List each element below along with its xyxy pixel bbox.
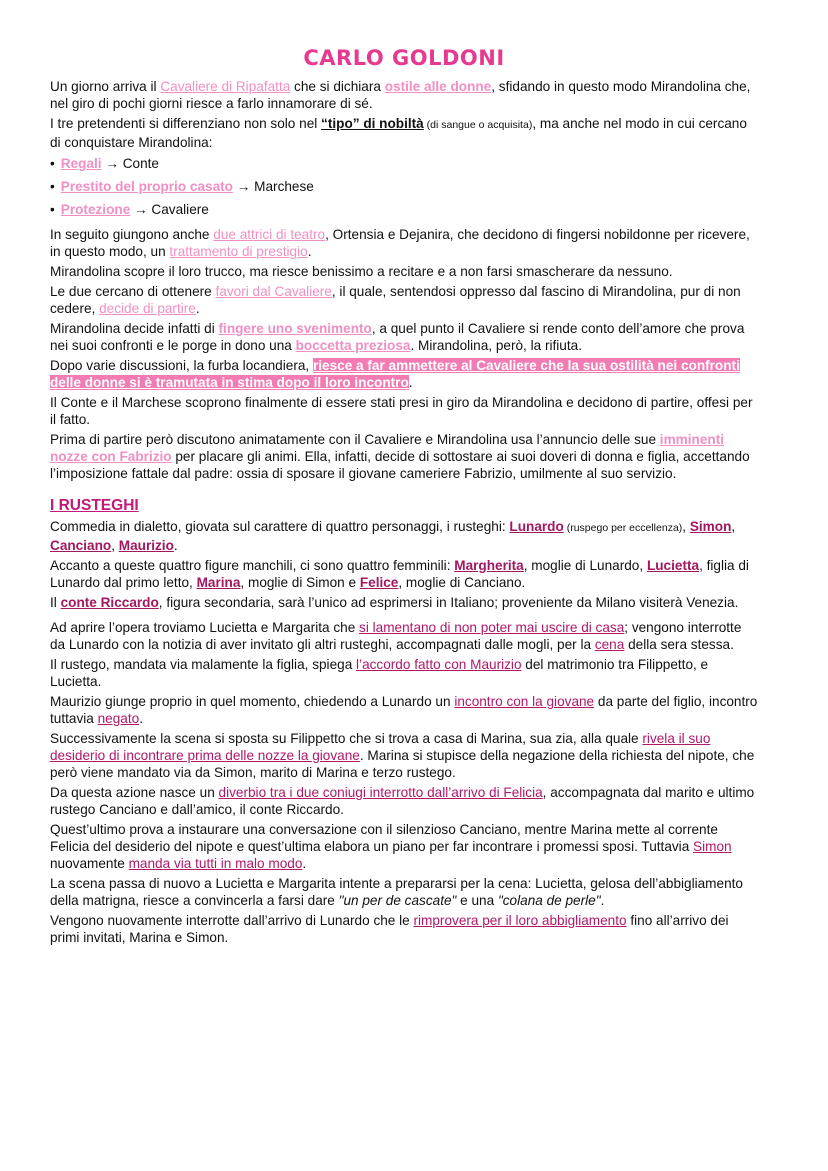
highlighted-passage: riesce a far ammettere al Cavaliere che la sua ostilità nei confronti delle donne si è tramutata in stima dopo il loro incontro: [50, 358, 740, 390]
paragraph-femminili: Accanto a queste quattro figure manchili, ci sono quattro femminili: Margherita, moglie di Lunardo, Lucietta, figlia di Lunardo dal primo letto, Marina, moglie di Simon e Felice, moglie di Canciano.: [50, 558, 749, 590]
paragraph-conte-marchese: Il Conte e il Marchese scoprono finalmente di essere stati presi in giro da Mirandolina e decidono di partire, offesi per il fatto.: [50, 395, 753, 427]
paragraph-accordo: Il rustego, mandata via malamente la figlia, spiega l’accordo fatto con Maurizio del matrimonio tra Filippetto, e Lucietta.: [50, 657, 709, 689]
page-title: CARLO GOLDONI: [303, 46, 505, 70]
paragraph-conversazione: Quest’ultimo prova a instaurare una conversazione con il silenzioso Canciano, mentre Marina mette al corrente Felicia del desiderio del nipote e quest’ultima elabora un piano per far incontrare i promessi sposi. Tuttavia Simon nuovamente manda via tutti in malo modo.: [50, 822, 732, 871]
list-item: • Regali → Conte: [50, 155, 758, 172]
pretendenti-list: [50, 155, 758, 218]
paragraph-maurizio: Maurizio giunge proprio in quel momento, chiedendo a Lunardo un incontro con la giovane da parte del figlio, incontro tuttavia negato.: [50, 694, 758, 726]
paragraph-trucco: Mirandolina scopre il loro trucco, ma riesce benissimo a recitare e a non farsi smascherare da nessuno.: [50, 264, 673, 279]
underlined-tipo: “tipo” di nobiltà: [321, 116, 424, 131]
paragraph-pretendenti: I tre pretendenti si differenziano non solo nel “tipo” di nobiltà (di sangue o acquisita), ma anche nel modo in cui cercano di conquistare Mirandolina:: [50, 116, 747, 150]
paragraph-filippetto: Successivamente la scena si sposta su Filippetto che si trova a casa di Marina, sua zia, alla quale rivela il suo desiderio di incontrare prima delle nozze la giovane. Marina si stupisce della negazione della richiesta del nipote, che però viene mandato via da Simon, marito di Marina e terzo rustego.: [50, 731, 755, 780]
paragraph-rimprovero: Vengono nuovamente interrotte dall’arrivo di Lunardo che le rimprovera per il loro abbigliamento fino all’arrivo dei primi invitati, Marina e Simon.: [50, 913, 729, 945]
section-heading-rusteghi: I RUSTEGHI: [50, 497, 139, 514]
highlight-cavaliere: Cavaliere di Ripafatta: [160, 79, 291, 94]
list-item: • Protezione → Cavaliere: [50, 201, 758, 218]
paragraph-cavaliere-arrival: Un giorno arriva il Cavaliere di Ripafatta che si dichiara ostile alle donne, sfidando in questo modo Mirandolina che, nel giro di pochi giorni riesce a farlo innamorare di sé.: [50, 79, 751, 111]
paragraph-nozze: Prima di partire però discutono animatamente con il Cavaliere e Mirandolina usa l’annuncio delle sue imminenti nozze con Fabrizio per placare gli animi. Ella, infatti, decide di sottostare ai suoi doveri di donna e figlia, accettando l’imposizione fattale dal padre: ossia di sposare il giovane cameriere Fabrizio, umilmente al suo servizio.: [50, 432, 750, 481]
paragraph-apertura: Ad aprire l’opera troviamo Lucietta e Margarita che si lamentano di non poter mai uscire di casa; vengono interrotte da Lunardo con la notizia di aver invitato gli altri rusteghi, accompagnati dalle mogli, per la cena della sera stessa.: [50, 620, 742, 652]
paragraph-diverbio: Da questa azione nasce un diverbio tra i due coniugi interrotto dall’arrivo di Felicia, accompagnata dal marito e ultimo rustego Canciano e dall’amico, il conte Riccardo.: [50, 785, 755, 817]
paragraph-cena: La scena passa di nuovo a Lucietta e Margarita intente a prepararsi per la cena: Lucietta, gelosa dell’abbigliamento della matrigna, riesce a convincerla a farsi dare "un per de cascate" e una "colana de perle".: [50, 876, 743, 908]
list-item: • Prestito del proprio casato → Marchese: [50, 178, 758, 195]
paragraph-discussioni: Dopo varie discussioni, la furba locandiera, riesce a far ammettere al Cavaliere che la sua ostilità nei confronti delle donne si è tramutata in stima dopo il loro incontro.: [50, 358, 740, 390]
small-note: (di sangue o acquisita): [423, 119, 533, 131]
paragraph-svenimento: Mirandolina decide infatti di fingere uno svenimento, a quel punto il Cavaliere si rende conto dell’amore che prova nei suoi confronti e le porge in dono una boccetta preziosa. Mirandolina, però, la rifiuta.: [50, 321, 745, 353]
highlight-ostile: ostile alle donne: [384, 79, 492, 94]
paragraph-favori: Le due cercano di ottenere favori dal Cavaliere, il quale, sentendosi oppresso dal fascino di Mirandolina, pur di non cedere, decide di partire.: [50, 284, 741, 316]
paragraph-attrici: In seguito giungono anche due attrici di teatro, Ortensia e Dejanira, che decidono di fingersi nobildonne per ricevere, in questo modo, un trattamento di prestigio.: [50, 227, 750, 259]
paragraph-commedia: Commedia in dialetto, giovata sul carattere di quattro personaggi, i rusteghi: Lunardo (ruspego per eccellenza), Simon, Canciano, Maurizio.: [50, 519, 736, 553]
paragraph-conte-riccardo: Il conte Riccardo, figura secondaria, sarà l’unico ad esprimersi in Italiano; proveniente da Milano visiterà Venezia.: [50, 595, 739, 610]
